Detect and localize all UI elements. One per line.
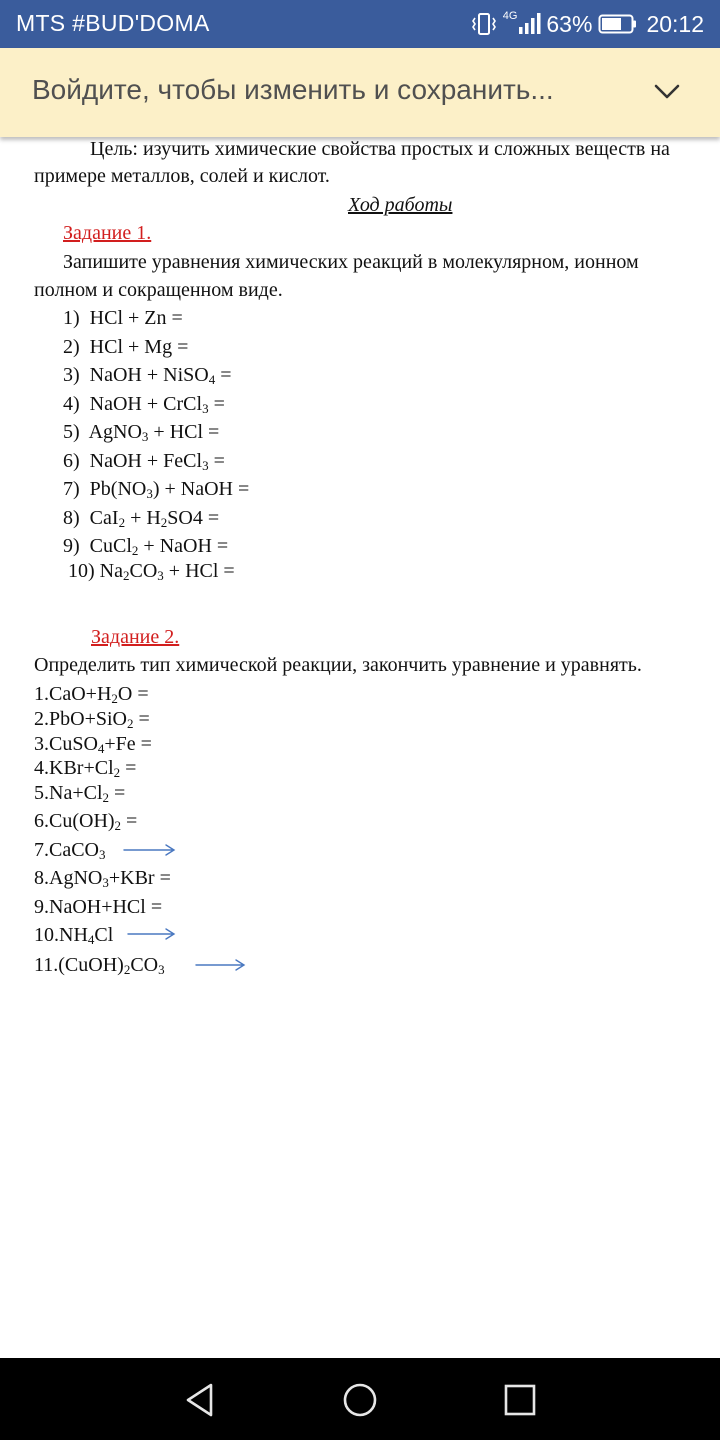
task1-item: 8) $CaI_2 + H_2SO4$ = (63, 507, 220, 530)
arrow-icon (122, 842, 178, 858)
task2-item: 2.PbO+SiO$_2$ = (34, 708, 150, 731)
carrier-name: MTS #BUD'DOMA (16, 10, 210, 36)
task1-item: 2) HCl + Mg = (63, 336, 189, 358)
banner-text: Войдите, чтобы изменить и сохранить... (32, 74, 554, 105)
task1-title: Задание 1. (63, 222, 152, 244)
task1-instruction-line-2: полном и сокращенном виде. (34, 279, 283, 301)
task1-item: 7) $Pb(NO_3)$ + NaOH = (63, 478, 250, 501)
home-icon[interactable] (340, 1380, 380, 1420)
task2-item: 7.CaCO$_3$ (34, 839, 106, 862)
vibrate-icon (471, 12, 497, 36)
status-bar (0, 0, 720, 48)
task1-item: 9) CuCl$_2$ + NaOH = (63, 535, 229, 558)
sign-in-banner[interactable] (0, 48, 720, 137)
network-type: 4G (502, 10, 518, 22)
goal-line-2: примере металлов, солей и кислот. (34, 165, 330, 187)
task2-instruction: Определить тип химической реакции, закончить уравнение и уравнять. (34, 654, 642, 676)
task2-item: $10.NH_4Cl$ (34, 924, 114, 947)
task2-item: $5.Na+Cl_2$ = (34, 782, 126, 805)
chevron-down-icon[interactable] (652, 80, 682, 104)
task2-item: $4.KBr+Cl_2$ = (34, 757, 137, 780)
document-body (0, 137, 720, 1358)
navigation-bar (0, 1358, 720, 1440)
task1-item: 1) HCl + Zn = (63, 307, 183, 329)
task2-item: 9.NaOH+HCl = (34, 896, 163, 918)
work-heading: Ход работы (348, 194, 453, 216)
back-icon[interactable] (180, 1380, 220, 1420)
clock: 20:12 (646, 10, 704, 37)
battery-percent: 63% (546, 10, 593, 37)
arrow-icon (126, 926, 178, 942)
task2-item: 8.AgNO$_3$+KBr = (34, 867, 171, 890)
task2-item: $11.(CuOH)_2CO_3$ (34, 954, 165, 977)
task2-item: $1.CaO+H_2O$ = (34, 683, 149, 706)
task1-item: 5) AgNO$_3$ + HCl = (63, 421, 220, 444)
task1-item: 4) NaOH + CrCl$_3$ = (63, 393, 225, 416)
arrow-icon (194, 957, 248, 973)
signal-icon (518, 12, 542, 36)
battery-icon (598, 13, 638, 35)
task2-item: $6.Cu(OH)_2$ = (34, 810, 138, 833)
task2-title: Задание 2. (91, 626, 180, 648)
task1-item: 3) NaOH + NiSO$_4$ = (63, 364, 232, 387)
task2-item: 3.CuSO$_4$+Fe = (34, 733, 152, 756)
task1-item: 6) NaOH + FeCl$_3$ = (63, 450, 225, 473)
goal-line-1: Цель: изучить химические свойства простых и сложных веществ на (90, 138, 670, 160)
task1-instruction-line-1: Запишите уравнения химических реакций в молекулярном, ионном (63, 251, 639, 273)
task1-item: 10) $Na_2CO_3$ + HCl = (68, 560, 235, 583)
status-icons (471, 10, 704, 38)
recents-icon[interactable] (500, 1380, 540, 1420)
